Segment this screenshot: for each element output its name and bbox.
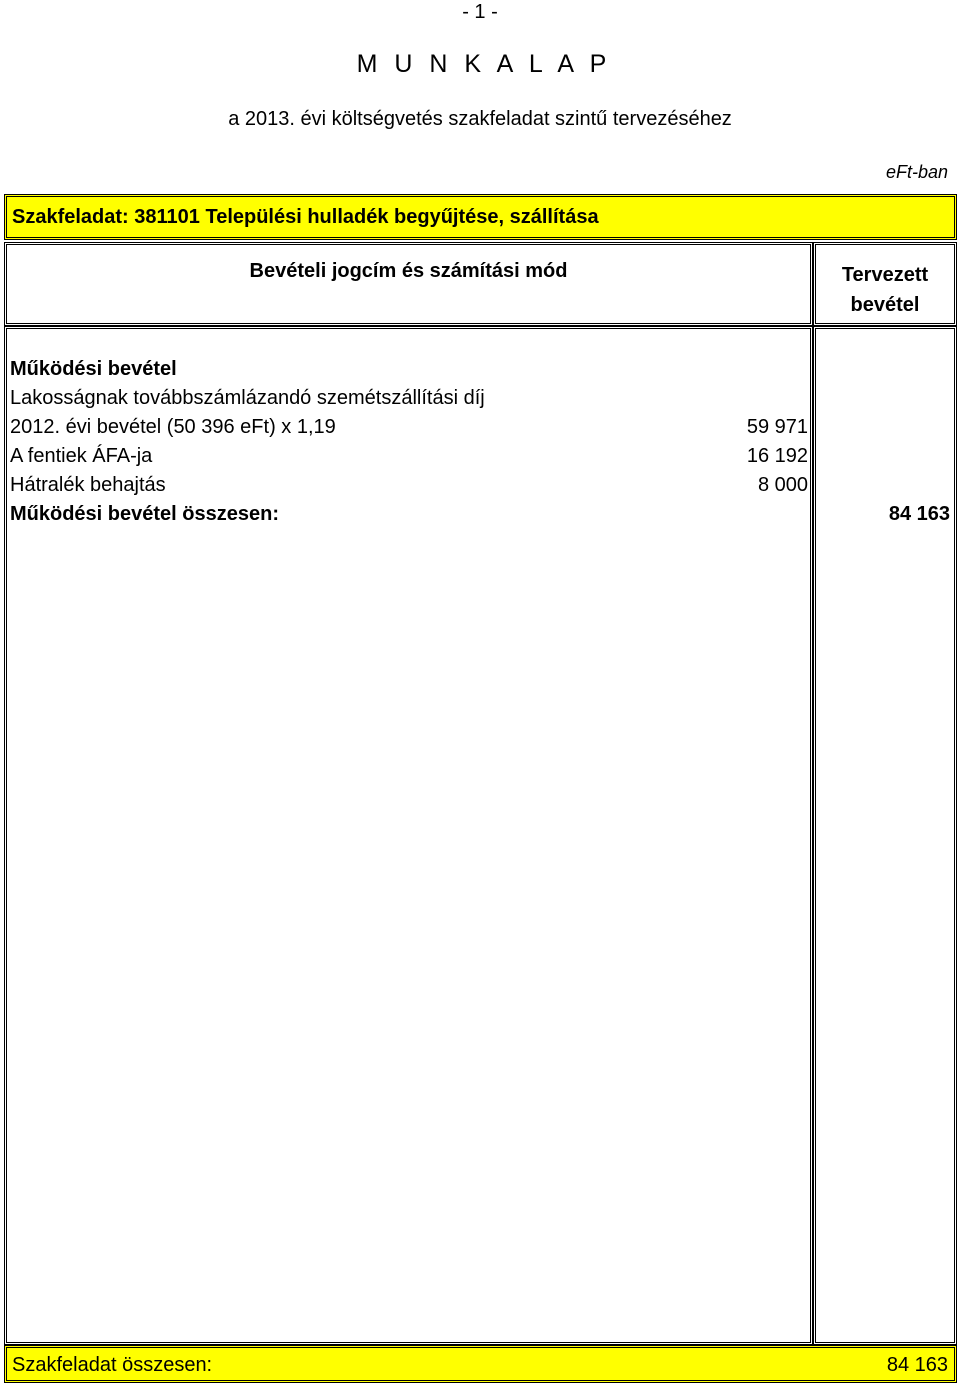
header-right-line2: bevétel [850,294,920,316]
header-right-line1: Tervezett [841,264,929,286]
header-left-cell [4,242,813,326]
document-subtitle: a 2013. évi költségvetés szakfeladat szintű tervezéséhez [228,108,732,130]
task-title: Szakfeladat: 381101 Települési hulladék begyűjtése, szállítása [12,206,599,228]
page-number: - 1 - [462,1,498,23]
table-row-label: 2012. évi bevétel (50 396 eFt) x 1,19 [10,416,336,438]
subtotal-value: 84 163 [888,503,950,525]
unit-label: eFt-ban [885,162,948,182]
subtotal-label: Működési bevétel összesen: [10,503,279,525]
footer-bar [4,1345,957,1383]
table-row-label: A fentiek ÁFA-ja [10,445,153,467]
body-right-cell [813,326,957,1345]
footer-label: Szakfeladat összesen: [12,1354,213,1376]
header-right-cell [813,242,957,326]
table-row-value: 16 192 [746,445,808,467]
table-row-value: 8 000 [757,474,808,496]
task-bar [4,194,957,240]
header-left-label: Bevételi jogcím és számítási mód [249,260,568,282]
table-row-label: Lakosságnak továbbszámlázandó szemétszállítási díj [10,387,485,409]
table-row-label: Hátralék behajtás [10,474,166,496]
section-title: Működési bevétel [10,358,177,380]
document-title: M U N K A L A P [356,50,612,78]
footer-value: 84 163 [886,1354,948,1376]
table-row-value: 59 971 [746,416,808,438]
header-right-label [816,260,954,320]
